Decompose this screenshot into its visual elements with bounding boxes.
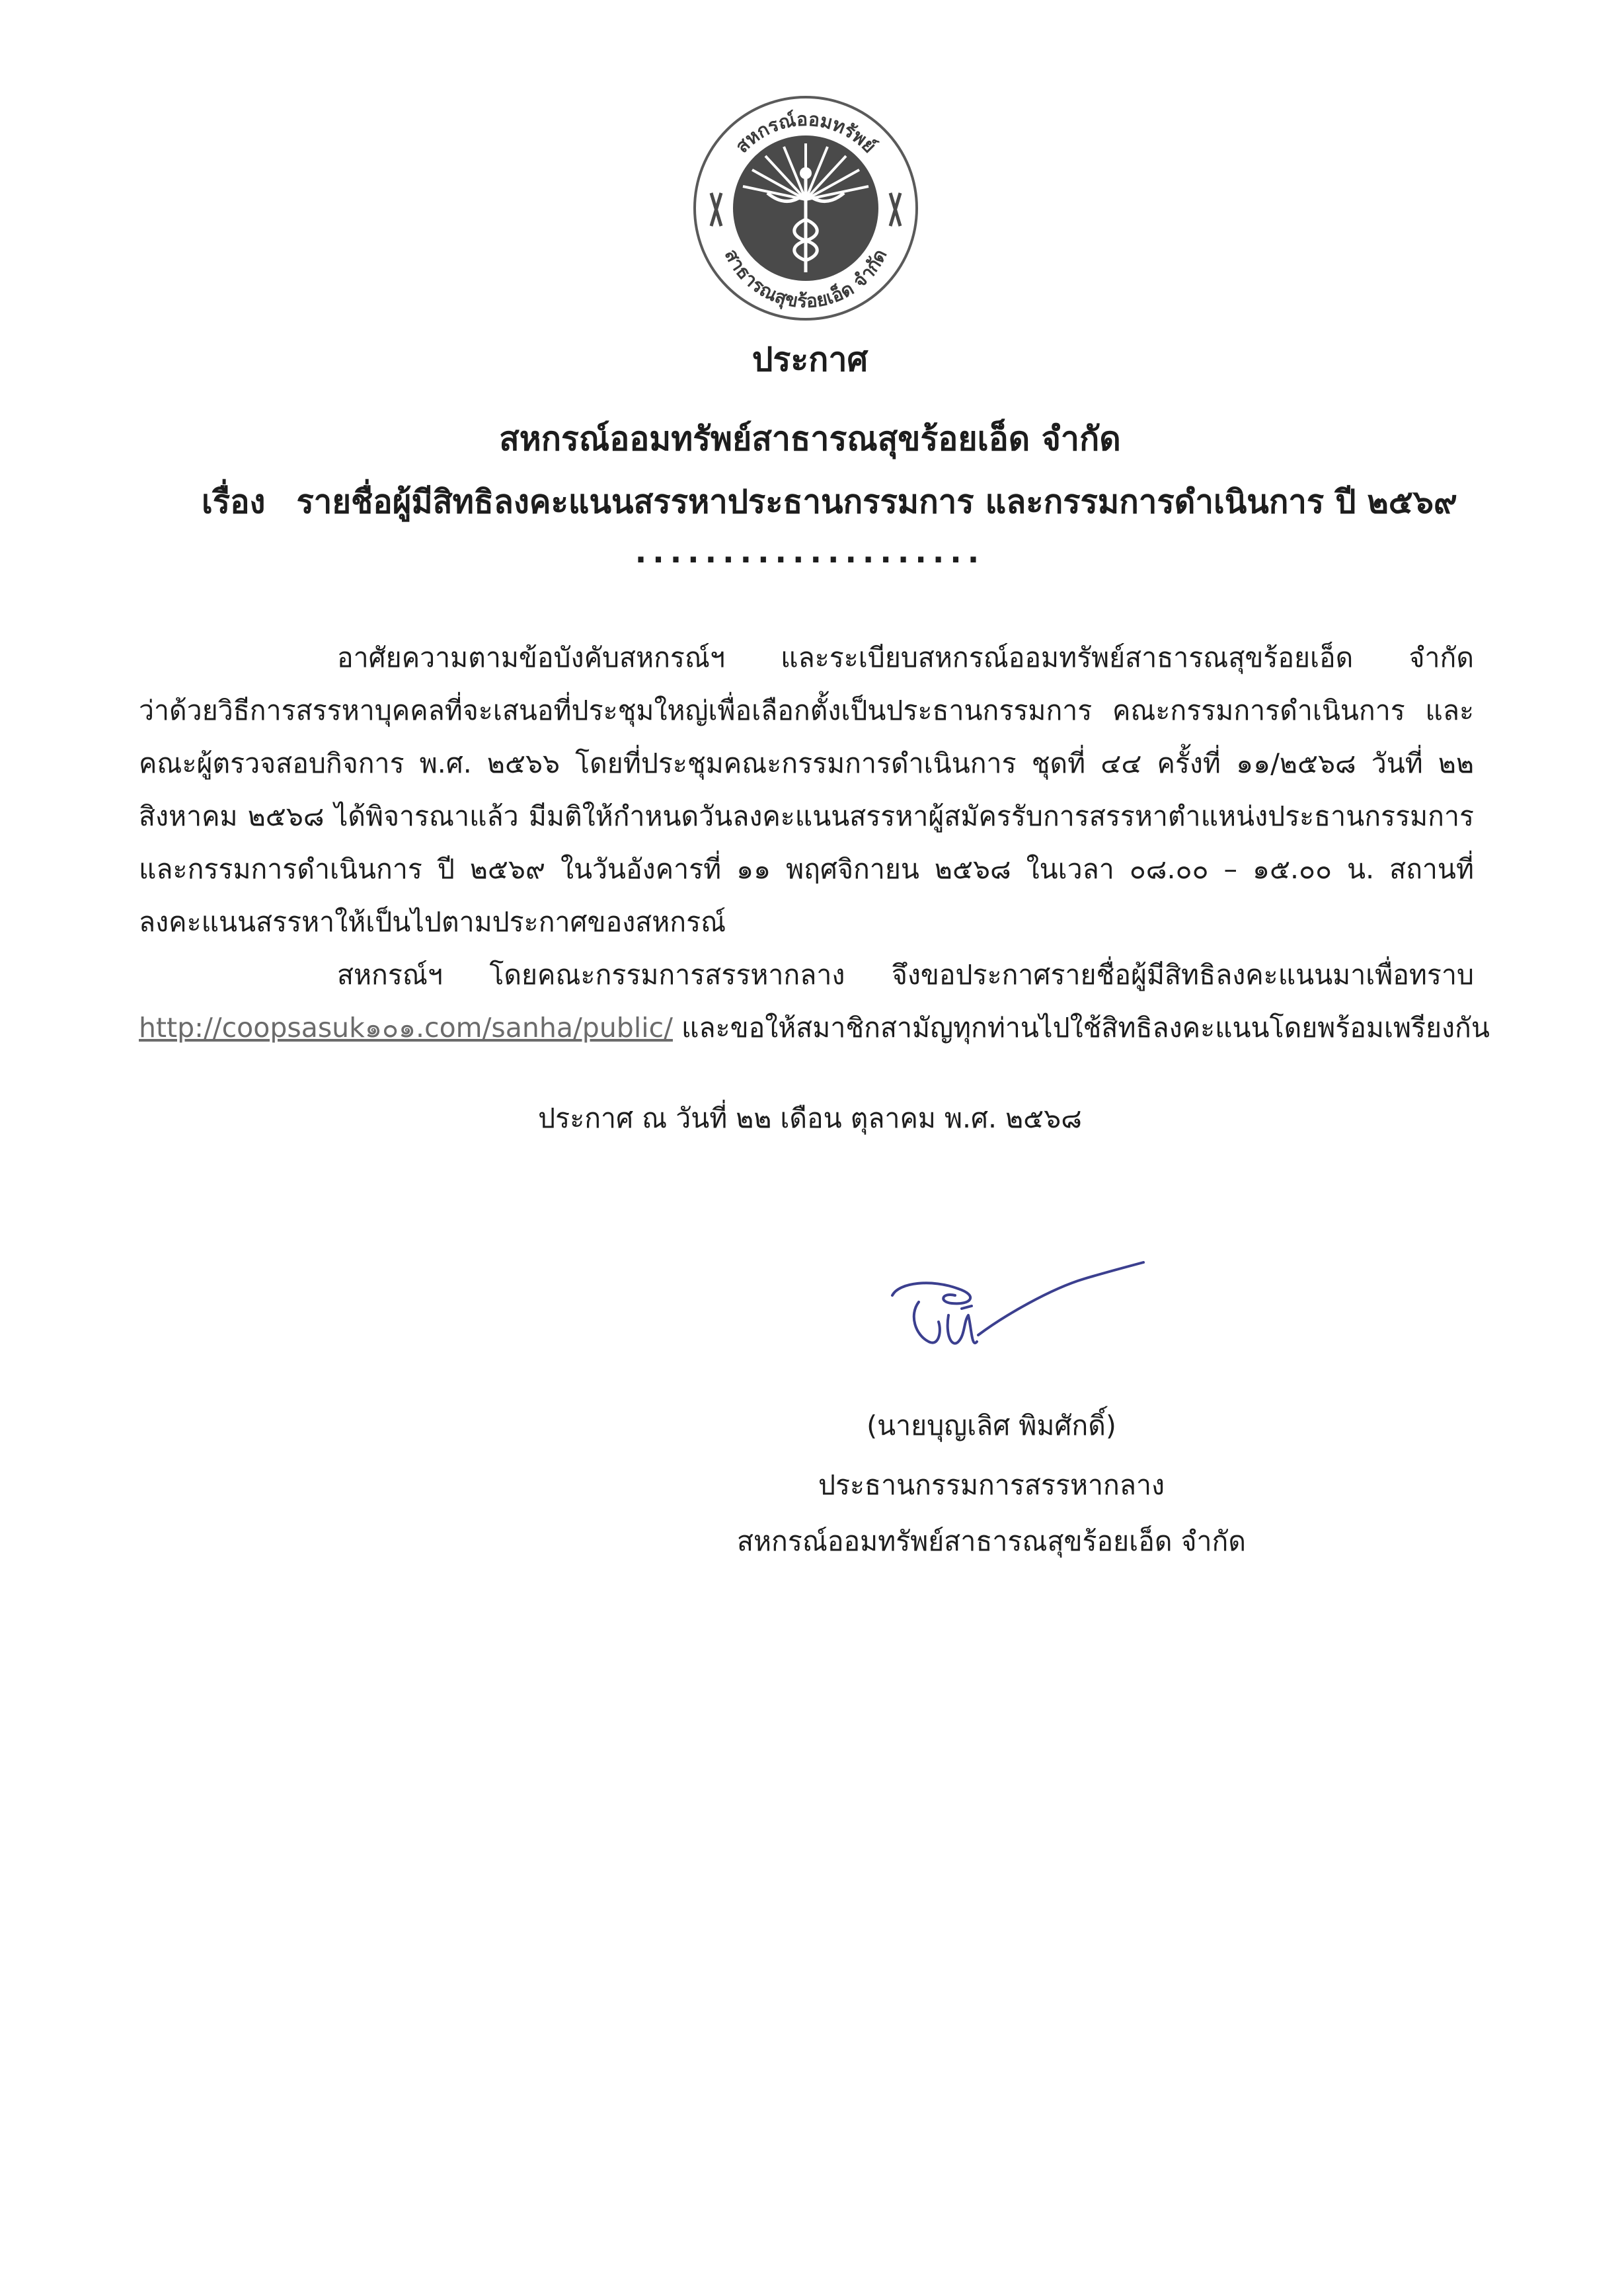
paragraph-line: สหกรณ์ฯ โดยคณะกรรมการสรรหากลาง จึงขอประกาศรายชื่อผู้มีสิทธิลงคะแนนมาเพื่อทราบ — [337, 959, 1474, 991]
paragraph-line: คณะผู้ตรวจสอบกิจการ พ.ศ. ๒๕๖๖ โดยที่ประชุมคณะกรรมการดำเนินการ ชุดที่ ๔๔ ครั้งที่ ๑๑/๒๕๖๘ วันที่ ๒๒ — [139, 747, 1474, 779]
paragraph-text: และขอให้สมาชิกสามัญทุกท่านไปใช้สิทธิลงคะแนนโดยพร้อมเพรียงกัน — [681, 1012, 1490, 1044]
paragraph-line — [139, 1001, 1490, 1054]
paragraph-line: และกรรมการดำเนินการ ปี ๒๕๖๙ ในวันอังคารที่ ๑๑ พฤศจิกายน ๒๕๖๘ ในเวลา ๐๘.๐๐ – ๑๕.๐๐ น. สถานที่ — [139, 853, 1474, 885]
body-paragraph-1 — [139, 631, 1474, 948]
paragraph-line: สิงหาคม ๒๕๖๘ ได้พิจารณาแล้ว มีมติให้กำหนดวันลงคะแนนสรรหาผู้สมัครรับการสรรหาตำแหน่งประธานกรรมการ — [139, 800, 1474, 832]
subject-text: รายชื่อผู้มีสิทธิลงคะแนนสรรหาประธานกรรมการ และกรรมการดำเนินการ ปี ๒๕๖๙ — [296, 483, 1457, 521]
paragraph-line: อาศัยความตามข้อบังคับสหกรณ์ฯ และระเบียบสหกรณ์ออมทรัพย์สาธารณสุขร้อยเอ็ด จำกัด — [337, 642, 1474, 673]
signer-organization: สหกรณ์ออมทรัพย์สาธารณสุขร้อยเอ็ด จำกัด — [737, 1525, 1246, 1557]
separator-dots: .................... — [635, 534, 985, 570]
signer-name: (นายบุญเลิศ พิมศักดิ์) — [867, 1410, 1116, 1441]
subject-label: เรื่อง — [202, 483, 266, 521]
emblem-bottom-text: สาธารณสุขร้อยเอ็ด จำกัด — [720, 245, 892, 313]
emblem-top-text: สหกรณ์ออมทรัพย์ — [730, 108, 881, 157]
organization-name: สหกรณ์ออมทรัพย์สาธารณสุขร้อยเอ็ด จำกัด — [499, 420, 1121, 458]
announcement-date: ประกาศ ณ วันที่ ๒๒ เดือน ตุลาคม พ.ศ. ๒๕๖๘ — [538, 1102, 1082, 1134]
handwritten-signature — [879, 1243, 1157, 1375]
document-title: ประกาศ — [752, 340, 868, 379]
paragraph-line: ว่าด้วยวิธีการสรรหาบุคคลที่จะเสนอที่ประชุมใหญ่เพื่อเลือกตั้งเป็นประธานกรรมการ คณะกรรมการดำเนินการ และ — [139, 695, 1474, 726]
cooperative-emblem-logo — [691, 94, 920, 323]
paragraph-line: ลงคะแนนสรรหาให้เป็นไปตามประกาศของสหกรณ์ — [139, 906, 726, 938]
body-paragraph-2 — [139, 948, 1490, 1054]
subject-line — [202, 476, 1457, 527]
signer-role: ประธานกรรมการสรรหากลาง — [818, 1469, 1165, 1501]
public-list-link[interactable]: http://coopsasuk๑๐๑.com/sanha/public/ — [139, 1012, 673, 1044]
